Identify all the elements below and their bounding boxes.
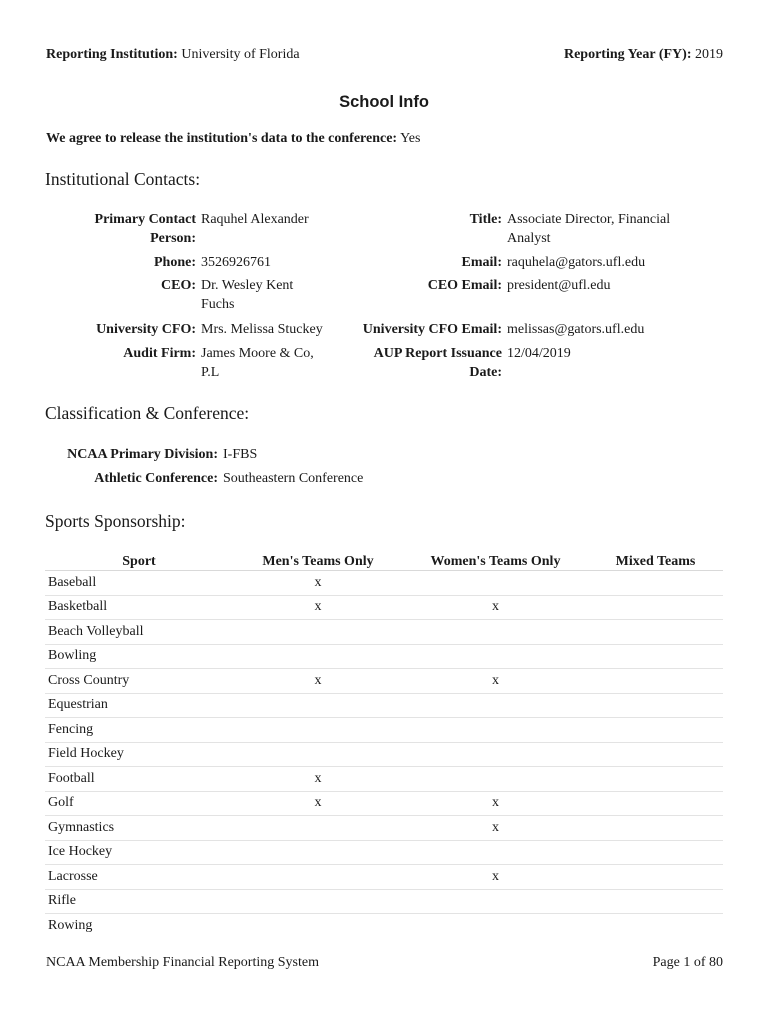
mens-teams-cell	[233, 865, 403, 890]
sports-table-body	[45, 571, 723, 938]
conference-label: Athletic Conference:	[94, 471, 218, 486]
womens-teams-cell: x	[403, 865, 588, 890]
footer-page-info: Page 1 of 80	[652, 955, 723, 970]
primary-contact-label: Primary Contact Person:	[94, 212, 196, 246]
sport-name-cell: Cross Country	[45, 669, 233, 694]
sport-name-cell: Bowling	[45, 644, 233, 669]
table-row	[45, 718, 723, 743]
mens-teams-cell	[233, 742, 403, 767]
table-row	[45, 644, 723, 669]
cfo-email-label: University CFO Email:	[362, 322, 502, 337]
aup-date-value: 12/04/2019	[507, 346, 571, 361]
table-row	[45, 767, 723, 792]
page-title: School Info	[339, 93, 429, 111]
mens-teams-cell: x	[233, 791, 403, 816]
email-label: Email:	[461, 255, 502, 270]
classification-heading: Classification & Conference:	[45, 403, 250, 423]
mixed-teams-cell	[588, 644, 723, 669]
sport-name-cell: Rifle	[45, 889, 233, 914]
table-row	[45, 669, 723, 694]
primary-contact-value: Raquhel Alexander	[201, 212, 309, 227]
womens-teams-cell: x	[403, 816, 588, 841]
mixed-teams-cell	[588, 791, 723, 816]
sport-name-cell: Golf	[45, 791, 233, 816]
agreement-value: Yes	[400, 131, 421, 146]
mixed-teams-cell	[588, 693, 723, 718]
womens-teams-cell	[403, 840, 588, 865]
mixed-teams-cell	[588, 816, 723, 841]
cfo-label: University CFO:	[96, 322, 196, 337]
phone-label: Phone:	[154, 255, 196, 270]
womens-teams-cell	[403, 644, 588, 669]
table-row	[45, 816, 723, 841]
sports-heading: Sports Sponsorship:	[45, 511, 186, 531]
sport-name-cell: Lacrosse	[45, 865, 233, 890]
ceo-value: Dr. Wesley Kent Fuchs	[201, 278, 294, 312]
mens-teams-cell	[233, 816, 403, 841]
womens-teams-cell: x	[403, 595, 588, 620]
column-header-mens: Men's Teams Only	[233, 548, 403, 571]
column-header-womens: Women's Teams Only	[403, 548, 588, 571]
sport-name-cell: Baseball	[45, 571, 233, 596]
mixed-teams-cell	[588, 914, 723, 938]
data-release-agreement	[46, 131, 420, 147]
mens-teams-cell: x	[233, 669, 403, 694]
sport-name-cell: Football	[45, 767, 233, 792]
mens-teams-cell	[233, 718, 403, 743]
conference-value: Southeastern Conference	[223, 471, 364, 486]
aup-date-label: AUP Report Issuance Date:	[373, 346, 502, 380]
mens-teams-cell	[233, 914, 403, 938]
contacts-heading: Institutional Contacts:	[45, 169, 201, 189]
column-header-mixed: Mixed Teams	[588, 548, 723, 571]
womens-teams-cell	[403, 767, 588, 792]
audit-firm-label: Audit Firm:	[123, 346, 196, 361]
mixed-teams-cell	[588, 767, 723, 792]
womens-teams-cell	[403, 742, 588, 767]
table-header-row	[45, 548, 723, 571]
mixed-teams-cell	[588, 669, 723, 694]
mens-teams-cell: x	[233, 571, 403, 596]
audit-firm-value: James Moore & Co, P.L	[201, 346, 314, 380]
mens-teams-cell	[233, 840, 403, 865]
ceo-label: CEO:	[161, 278, 196, 293]
sport-name-cell: Field Hockey	[45, 742, 233, 767]
institution-value: University of Florida	[181, 47, 300, 62]
institution-label: Reporting Institution:	[46, 47, 178, 62]
sport-name-cell: Gymnastics	[45, 816, 233, 841]
sports-sponsorship-table	[45, 548, 723, 938]
email-value: raquhela@gators.ufl.edu	[507, 255, 646, 270]
table-row	[45, 693, 723, 718]
cfo-value: Mrs. Melissa Stuckey	[201, 322, 323, 337]
ceo-email-value: president@ufl.edu	[507, 278, 611, 293]
mens-teams-cell: x	[233, 595, 403, 620]
womens-teams-cell	[403, 571, 588, 596]
footer-system-name: NCAA Membership Financial Reporting System	[46, 955, 319, 970]
phone-value: 3526926761	[201, 255, 271, 270]
year-label: Reporting Year (FY):	[563, 47, 692, 62]
mixed-teams-cell	[588, 742, 723, 767]
mens-teams-cell	[233, 620, 403, 645]
reporting-institution	[46, 47, 300, 63]
womens-teams-cell	[403, 889, 588, 914]
mixed-teams-cell	[588, 718, 723, 743]
table-row	[45, 791, 723, 816]
division-value: I-FBS	[223, 447, 258, 462]
womens-teams-cell	[403, 718, 588, 743]
table-row	[45, 865, 723, 890]
mens-teams-cell	[233, 644, 403, 669]
mixed-teams-cell	[588, 865, 723, 890]
table-row	[45, 571, 723, 596]
sport-name-cell: Ice Hockey	[45, 840, 233, 865]
sport-name-cell: Beach Volleyball	[45, 620, 233, 645]
mixed-teams-cell	[588, 620, 723, 645]
womens-teams-cell: x	[403, 669, 588, 694]
mixed-teams-cell	[588, 595, 723, 620]
mixed-teams-cell	[588, 889, 723, 914]
womens-teams-cell	[403, 914, 588, 938]
title-value: Associate Director, Financial Analyst	[507, 212, 671, 246]
table-row	[45, 914, 723, 938]
cfo-email-value: melissas@gators.ufl.edu	[507, 322, 645, 337]
womens-teams-cell	[403, 693, 588, 718]
mixed-teams-cell	[588, 840, 723, 865]
division-label: NCAA Primary Division:	[67, 447, 218, 462]
mixed-teams-cell	[588, 571, 723, 596]
table-row	[45, 889, 723, 914]
column-header-sport: Sport	[45, 548, 233, 571]
ceo-email-label: CEO Email:	[427, 278, 502, 293]
year-value: 2019	[695, 47, 723, 62]
reporting-year	[564, 47, 723, 63]
table-row	[45, 742, 723, 767]
mens-teams-cell: x	[233, 767, 403, 792]
title-label: Title:	[469, 212, 502, 227]
womens-teams-cell	[403, 620, 588, 645]
mens-teams-cell	[233, 693, 403, 718]
mens-teams-cell	[233, 889, 403, 914]
sport-name-cell: Equestrian	[45, 693, 233, 718]
table-row	[45, 620, 723, 645]
womens-teams-cell: x	[403, 791, 588, 816]
sport-name-cell: Basketball	[45, 595, 233, 620]
sport-name-cell: Rowing	[48, 917, 93, 933]
table-row	[45, 840, 723, 865]
sport-name-cell: Fencing	[45, 718, 233, 743]
agreement-label: We agree to release the institution's data to the conference:	[46, 131, 398, 146]
table-row	[45, 595, 723, 620]
